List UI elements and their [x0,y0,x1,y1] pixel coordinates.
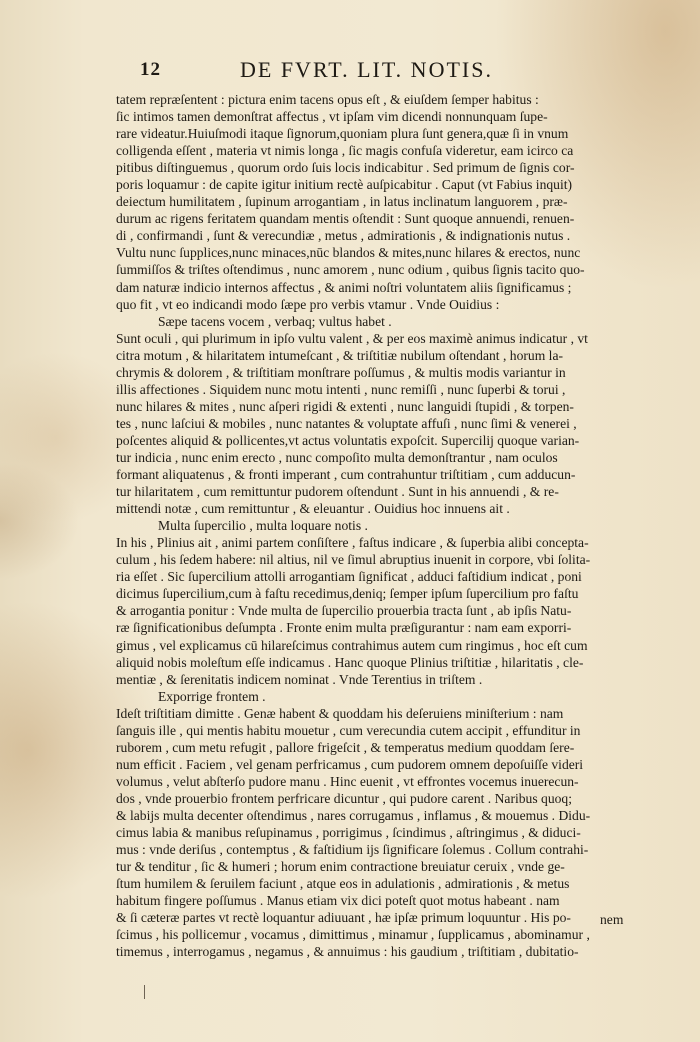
running-head: DE FVRT. LIT. NOTIS. [240,57,493,82]
text-line: di , confirmandi , ſunt & verecundiæ , metus , admirationis , & indignationis nutus . [116,228,571,244]
text-line: quo fit , vt eo indicandi modo ſæpe pro verbis vtamur . Vnde Ouidius : [116,296,500,312]
text-line: ræ ſignificationibus deſumpta . Fronte enim multa præſigurantur : nam eam exporri- [116,620,572,636]
text-line: deiectum humilitatem , ſupinum arrogantiam , in latus inclinatum languorem , præ- [116,194,568,210]
text-line: volumus , velut abſterſo pudore manu . Hinc euenit , vt effrontes vocemus inuerecun- [116,773,579,789]
text-line: mentiæ , & ſerenitatis indicem nominat . Vnde Terentius in triſtem . [116,671,483,687]
text-line: tes , nunc laſciui & mobiles , nunc natantes & voluptate affuſi , nunc ſimi & venerei , [116,415,577,431]
body-text [116,91,661,960]
text-line: culum , his ſedem habere: nil altius, nil ve ſimul abruptius inuenit in corpore, vbi ſolita- [116,552,591,568]
verse-quotation-line: Exporrige frontem . [158,688,266,704]
text-line: timemus , interrogamus , negamus , & annuimus : his gaudium , triſtitiam , dubitatio- [116,944,579,960]
text-line: & labijs multa decenter oſtendimus , nares corrugamus , inflamus , & mouemus . Didu- [116,807,591,823]
text-line: Ideſt triſtitiam dimitte . Genæ habent & quoddam his deſeruiens miniſterium : nam [116,705,564,721]
text-line: ria eſſet . Sic ſupercilium attolli arrogantiam ſignificat , adduci faſtidium indicat , poni [116,569,582,585]
verse-quotation-line: Sæpe tacens vocem , verbaq; vultus habet . [158,313,392,329]
text-line: & arrogantia ponitur : Vnde multa de ſupercilio prouerbia tracta ſunt , ab ipſis Natu- [116,603,572,619]
text-line: tur indicia , nunc enim erecto , nunc compoſito multa demonſtrantur , nam oculos [116,449,558,465]
page-edge-mark [144,985,145,999]
text-line: citra motum , & hilaritatem intumeſcant , & triſtitiæ nubilum oſtendant , horum la- [116,347,564,363]
text-line: mittendi notæ , cum remittuntur , & eleuantur . Ouidius hoc innuens ait . [116,501,510,517]
text-line: formant aliquatenus , & fronti imperant , cum contrahuntur triſtitiam , cum adducun- [116,467,576,483]
text-line: cimus labia & manibus reſupinamus , porrigimus , ſcindimus , aſtringimus , & diduci- [116,825,581,841]
catchword: nem [600,912,624,927]
text-line: dicimus ſupercilium,cum à faſtu recedimus,deniq; ſemper ipſum ſupercilium pro faſtu [116,586,579,602]
text-line: rare videatur.Huiuſmodi itaque ſignorum,quoniam plura ſunt genera,quæ ſi in vnum [116,126,569,142]
text-line: tur & tenditur , ſic & humeri ; horum enim contractione breuiatur ceruix , vnde ge- [116,859,565,875]
text-line: chrymis & dolorem , & triſtitiam monſtrare poſſumus , & multis modis variantur in [116,364,566,380]
text-line: tur hilaritatem , cum remittuntur pudorem oſtendunt . Sunt in his annuendi , & re- [116,484,559,500]
text-line: poſcentes aliquid & pollicentes,vt actus voluntatis expoſcit. Supercilij quoque varian- [116,432,580,448]
text-line: durum ac rigens feritatem quandam mentis oſtendit : Sunt quoque annuendi, renuen- [116,211,575,227]
text-line: nunc hilares & mites , nunc aſperi rigidi & extenti , nunc languidi ſtupidi , & torpen- [116,398,574,414]
text-line: & ſi cæteræ partes vt rectè loquantur adiuuant , hæ ipſæ primum loquuntur . His po- [116,910,571,926]
text-line: colligenda eſſent , materia vt nimis longa , ſic magis confuſa videretur, eam icirco ca [116,143,574,159]
page-number: 12 [140,59,161,80]
verse-quotation-line: Multa ſupercilio , multa loquare notis . [158,518,368,534]
text-line: ſcimus , his pollicemur , vocamus , dimittimus , minamur , ſupplicamus , abominamur , [116,927,590,943]
text-line: ſtum humilem & ſeruilem faciunt , atque eos in adulationis , admirationis , & metus [116,876,570,892]
text-line: habitum fingere poſſumus . Manus etiam vix dici poteſt quot motus habeant . nam [116,893,560,909]
text-line: ſummiſſos & triſtes oſtendimus , nunc amorem , nunc odium , quibus ſignis tacito quo- [116,262,585,278]
text-line: In his , Plinius ait , animi partem conſiſtere , faſtus indicare , & ſuperbia alibi concepta- [116,535,589,551]
text-line: poris loquamur : de capite igitur initium rectè auſpicabitur . Caput (vt Fabius inquit) [116,177,573,193]
text-line: Sunt oculi , qui plurimum in ipſo vultu valent , & per eos maximè animus indicatur , vt [116,330,588,346]
text-line: dam naturæ indicio internos affectus , & animi noſtri voluntatem aliis ſignificamus ; [116,279,572,295]
text-line: aliquid nobis moleſtum eſſe indicamus . Hanc quoque Plinius triſtitiæ , hilaritatis , cle- [116,654,584,670]
text-line: tatem repræſentent : pictura enim tacens opus eſt , & eiuſdem ſemper habitus : [116,92,539,107]
text-line: ſic intimos tamen demonſtrat affectus , vt ipſam vim dicendi nonnunquam ſupe- [116,109,548,125]
text-line: ſanguis ille , qui mentis habitu mouetur , cum verecundia cutem accipit , effunditur in [116,722,581,738]
text-line: pitibus diſtinguemus , quorum ordo ſuis locis indicabitur . Sed primum de ſignis cor- [116,160,575,176]
text-line: gimus , vel explicamus cū hilareſcimus contrahimus autem cum ringimus , hoc eſt cum [116,637,588,653]
text-line: Vultu nunc ſupplices,nunc minaces,nūc blandos & mites,nunc hilares & erectos, nunc [116,245,581,261]
text-line: illis affectiones . Siquidem nunc motu intenti , nunc remiſſi , nunc ſuperbi & torui , [116,381,566,397]
page-header [140,57,540,83]
text-line: mus : vnde deriſus , contemptus , & faſtidium ijs ſignificare ſolemus . Collum contrahi- [116,842,589,858]
text-line: ruborem , cum metu refugit , pallore frigeſcit , & temperatus medium quoddam ſere- [116,739,575,755]
text-line: num efficit . Faciem , vel genam perfricamus , cum pudorem omnem depoſuiſſe videri [116,756,584,772]
text-line: dos , vnde prouerbio frontem perfricare dicuntur , qui pudore carent . Naribus quoq; [116,790,573,806]
